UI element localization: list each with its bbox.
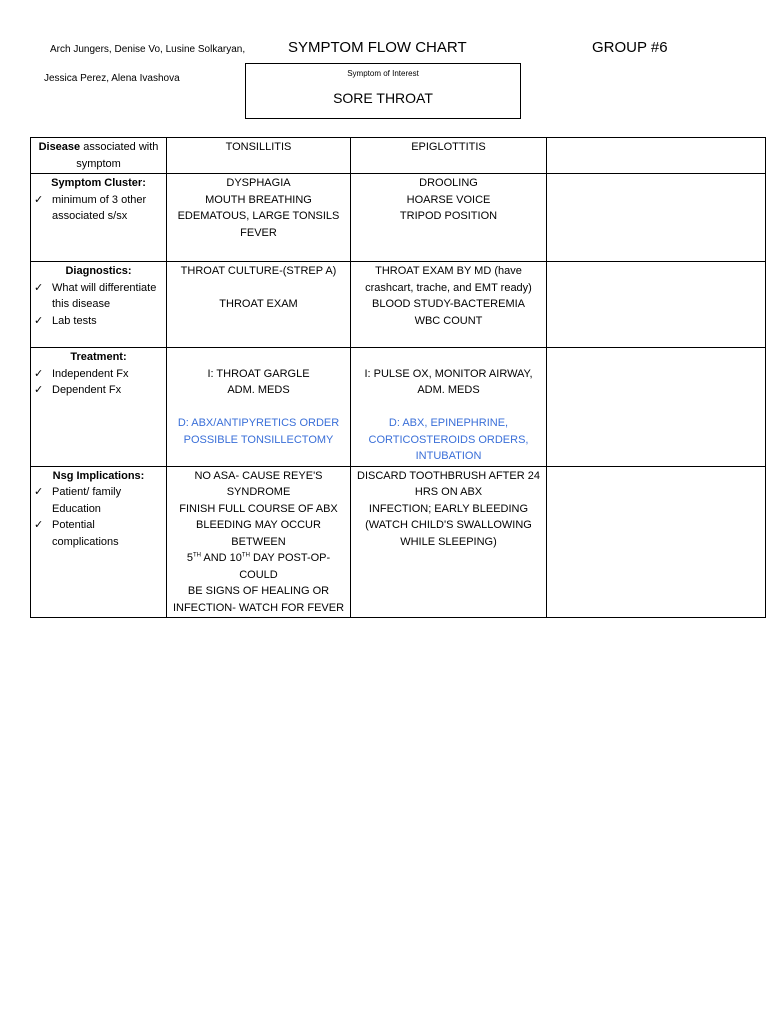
tonsillitis-treatment-cell: I: THROAT GARGLE ADM. MEDS D: ABX/ANTIPYRETICS ORDER POSSIBLE TONSILLECTOMY — [167, 348, 351, 467]
tonsillitis-cluster-cell: DYSPHAGIA MOUTH BREATHING EDEMATOUS, LARGE TONSILS FEVER — [167, 174, 351, 262]
check-bullet: ✓ minimum of 3 other associated s/sx — [34, 192, 163, 225]
disease-label-cell — [31, 138, 167, 174]
group-label: GROUP #6 — [592, 39, 668, 56]
authors-line-1: Arch Jungers, Denise Vo, Lusine Solkaryan, — [50, 44, 246, 55]
nsg-implications-label: Nsg Implications — [52, 469, 141, 482]
symptom-flow-table — [30, 137, 766, 618]
diagnostics-label-cell: Diagnostics: ✓ What will differentiate this disease ✓ Lab tests — [31, 262, 167, 348]
treatment-label: Treatment — [70, 351, 123, 363]
symptom-cluster-label: Symptom Cluster — [51, 177, 143, 189]
treatment-label-cell: Treatment: ✓ Independent Fx ✓ Dependent Fx — [31, 348, 167, 467]
epiglottitis-cluster-cell: DROOLING HOARSE VOICE TRIPOD POSITION — [351, 174, 547, 262]
column-header-tonsillitis: TONSILLITIS — [167, 138, 351, 174]
empty-cluster-cell — [547, 174, 766, 262]
check-bullet: ✓ Patient/ family Education — [34, 484, 163, 517]
symptom-cluster-row — [31, 174, 766, 262]
check-bullet: ✓ Dependent Fx — [34, 382, 163, 399]
disease-label-rest: associated with symptom — [76, 141, 159, 170]
column-header-epiglottitis: EPIGLOTTITIS — [351, 138, 547, 174]
empty-treatment-cell — [547, 348, 766, 467]
disease-label-bold: Disease — [38, 141, 81, 153]
epiglottitis-treatment-cell: I: PULSE OX, MONITOR AIRWAY, ADM. MEDS D: ABX, EPINEPHRINE, CORTICOSTEROIDS ORDERS, INTUBATION — [351, 348, 547, 467]
check-bullet: ✓ Lab tests — [34, 313, 163, 330]
symptom-of-interest-label: Symptom of Interest — [347, 69, 419, 78]
check-bullet: ✓ Potential complications — [34, 517, 163, 550]
authors-line-2: Jessica Perez, Alena Ivashova — [44, 73, 180, 84]
empty-nsg-cell — [547, 466, 766, 618]
treatment-row — [31, 348, 766, 467]
page-title: SYMPTOM FLOW CHART — [288, 39, 467, 56]
table-header-row — [31, 138, 766, 174]
check-bullet: ✓ Independent Fx — [34, 366, 163, 383]
symptom-cluster-label-cell: Symptom Cluster: ✓ minimum of 3 other associated s/sx — [31, 174, 167, 262]
column-header-empty — [547, 138, 766, 174]
tonsillitis-nsg-cell: NO ASA- CAUSE REYE'S SYNDROME FINISH FULL COURSE OF ABX BLEEDING MAY OCCUR BETWEEN 5TH AND 10TH DAY POST-OP- COULD BE SIGNS OF HEALING OR INFECTION- WATCH FOR FEVER — [167, 466, 351, 618]
empty-diagnostics-cell — [547, 262, 766, 348]
diagnostics-label: Diagnostics — [65, 265, 128, 277]
nsg-implications-label-cell: Nsg Implications: ✓ Patient/ family Education ✓ Potential complications — [31, 466, 167, 618]
epiglottitis-diagnostics-cell: THROAT EXAM BY MD (have crashcart, trache, and EMT ready) BLOOD STUDY-BACTEREMIA WBC COUNT — [351, 262, 547, 348]
tonsillitis-diagnostics-cell: THROAT CULTURE-(STREP A) THROAT EXAM — [167, 262, 351, 348]
nsg-implications-row — [31, 466, 766, 618]
symptom-of-interest-value: SORE THROAT — [333, 90, 433, 106]
diagnostics-row — [31, 262, 766, 348]
symptom-of-interest-box — [245, 63, 521, 119]
epiglottitis-nsg-cell: DISCARD TOOTHBRUSH AFTER 24 HRS ON ABX INFECTION; EARLY BLEEDING (WATCH CHILD'S SWALLOWING WHILE SLEEPING) — [351, 466, 547, 618]
check-bullet: ✓ What will differentiate this disease — [34, 280, 163, 313]
